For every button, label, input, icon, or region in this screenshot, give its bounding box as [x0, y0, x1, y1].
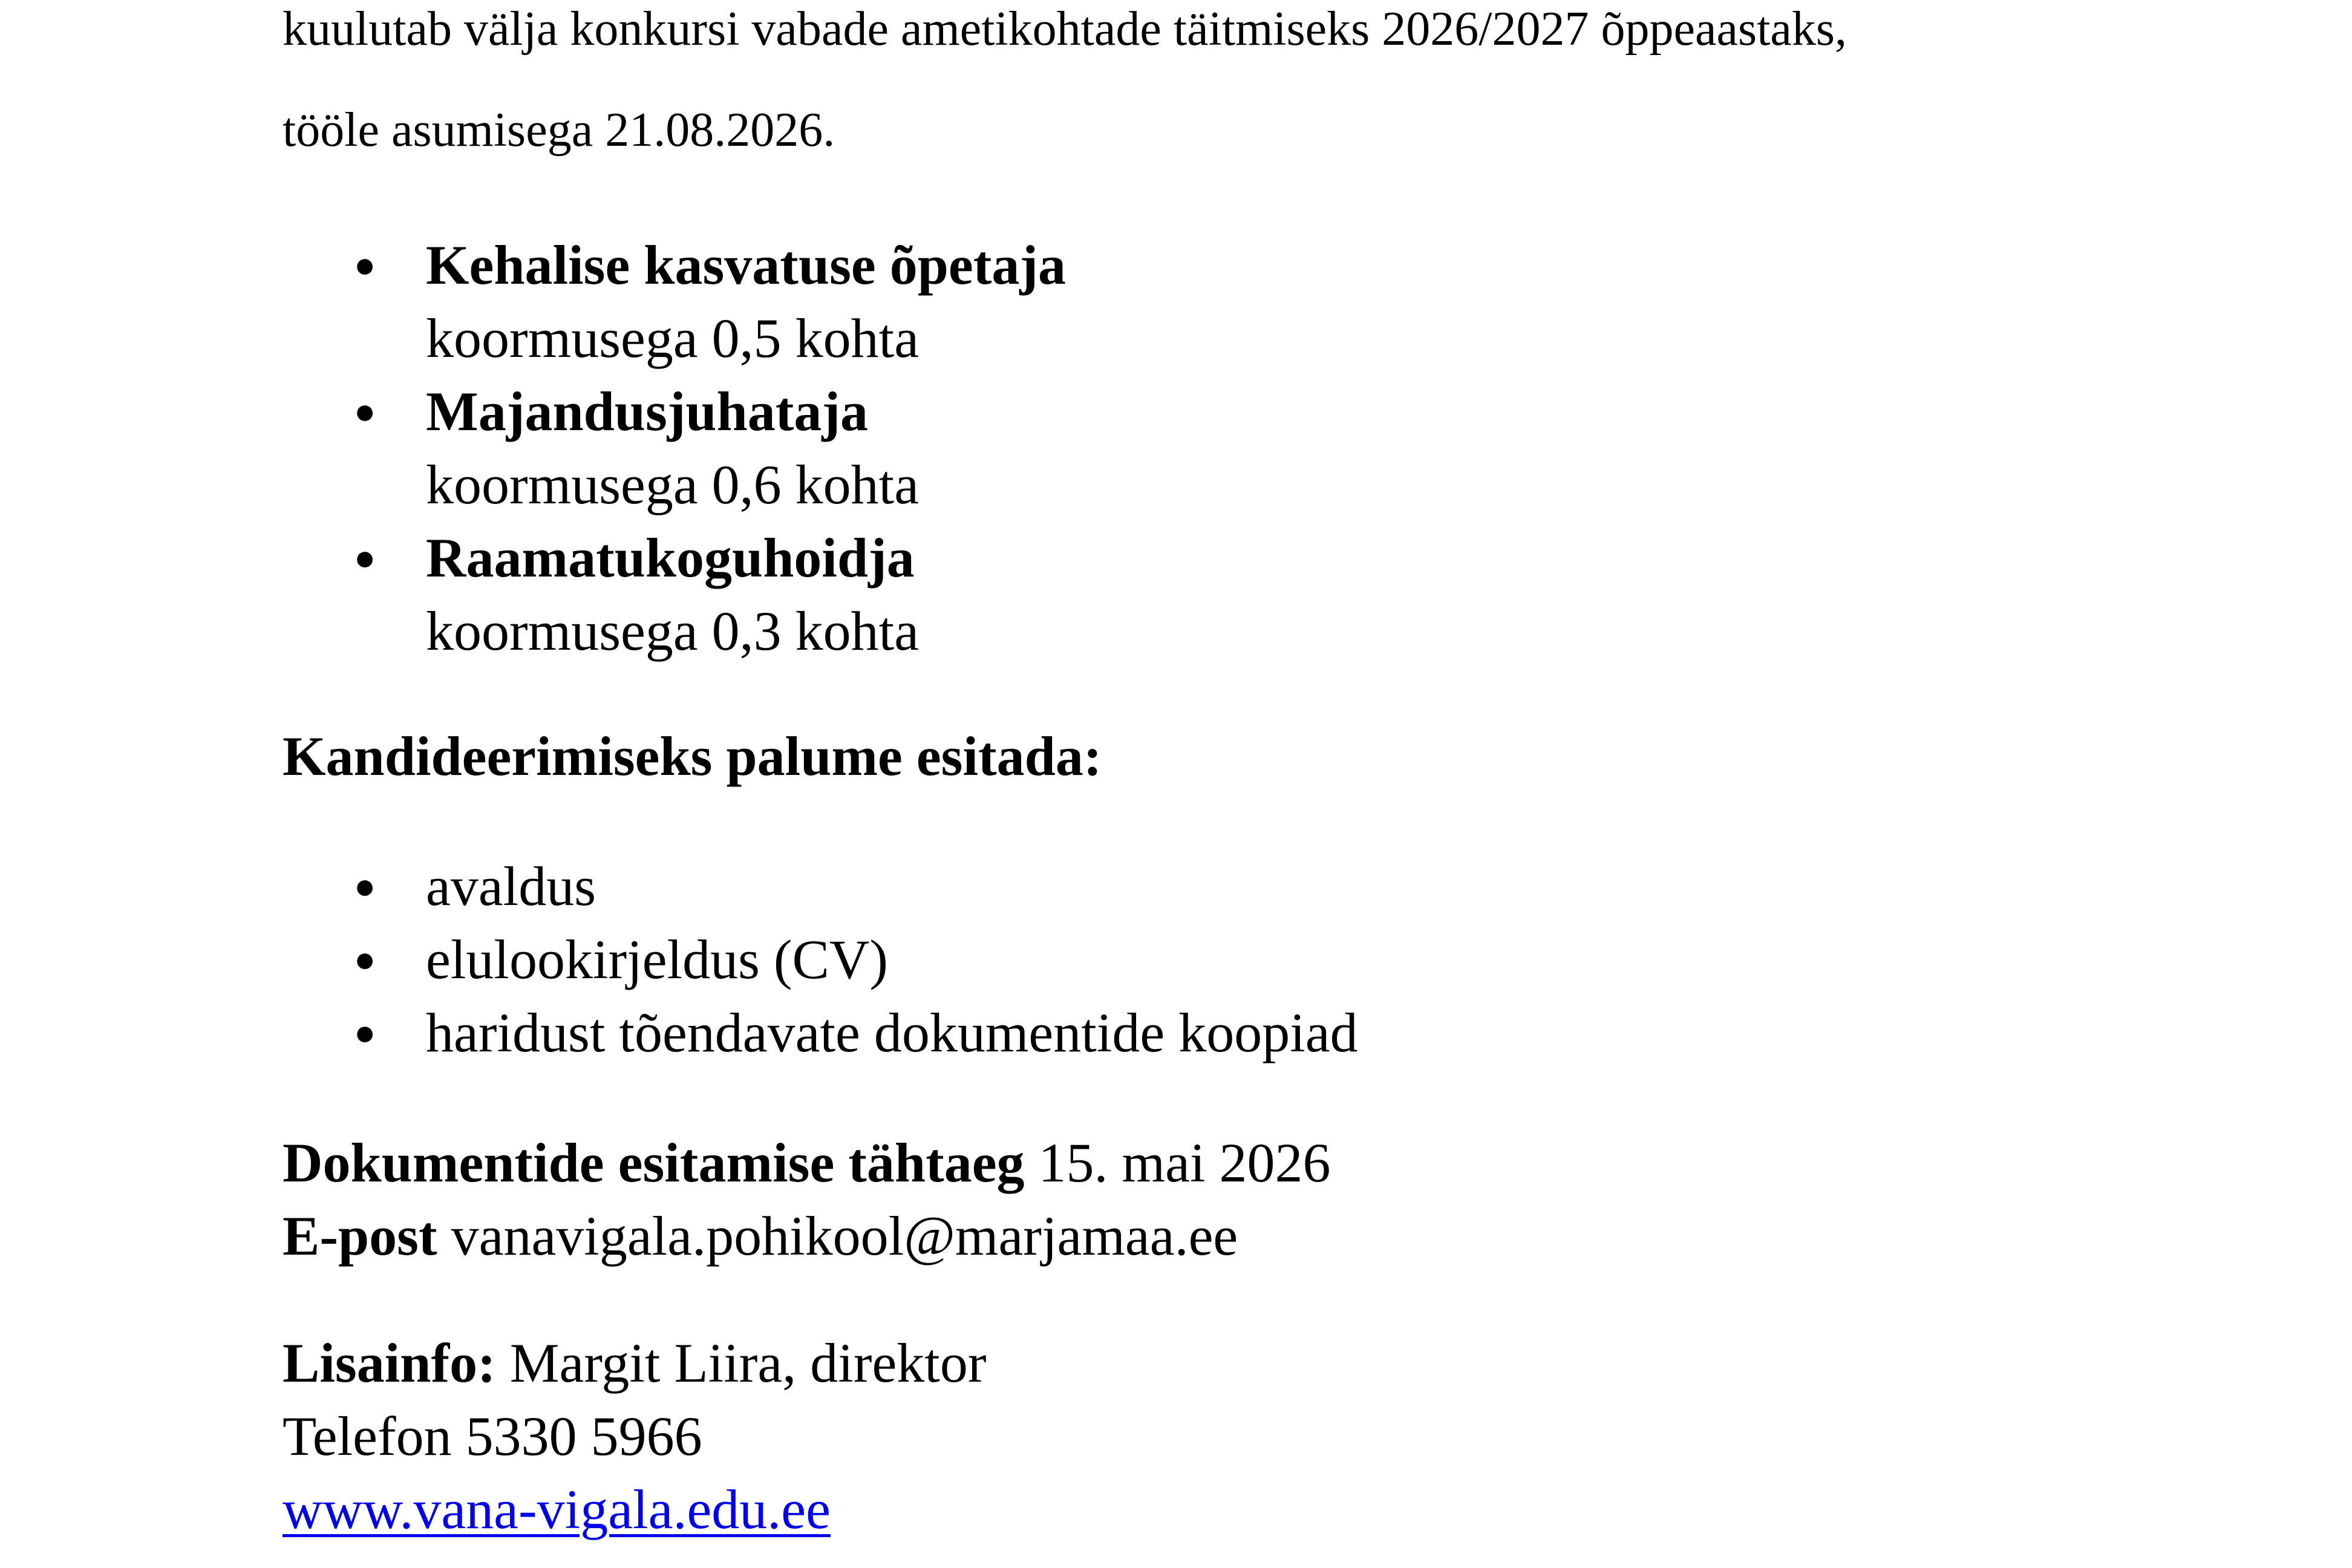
- deadline-value: 15. mai 2026: [1038, 1132, 1331, 1194]
- position-title: Majandusjuhataja: [426, 381, 869, 442]
- position-title: Kehalise kasvatuse õpetaja: [426, 234, 1066, 296]
- contact-block: [283, 1327, 986, 1546]
- website-link[interactable]: www.vana-vigala.edu.ee: [283, 1478, 831, 1540]
- email-row: [283, 1200, 1331, 1273]
- document-label: elulookirjeldus (CV): [426, 929, 888, 990]
- document-item: [283, 923, 1358, 996]
- positions-list: [283, 229, 1066, 668]
- bullet-icon: ●: [354, 391, 376, 431]
- position-item: [283, 375, 1066, 521]
- position-load: koormusega 0,5 kohta: [426, 307, 920, 369]
- document-item: [283, 850, 1358, 923]
- documents-list: [283, 850, 1358, 1070]
- deadline-label: Dokumentide esitamise tähtaeg: [283, 1132, 1025, 1194]
- contact-label: Lisainfo:: [283, 1332, 496, 1394]
- bullet-icon: ●: [354, 939, 376, 979]
- document-label: haridust tõendavate dokumentide koopiad: [426, 1002, 1358, 1063]
- document-label: avaldus: [426, 855, 596, 917]
- position-item: [283, 229, 1066, 375]
- contact-value: Margit Liira, direktor: [509, 1332, 987, 1394]
- position-load: koormusega 0,3 kohta: [426, 600, 920, 662]
- documents-heading: Kandideerimiseks palume esitada:: [283, 725, 1102, 787]
- intro-line-2: tööle asumisega 21.08.2026.: [283, 103, 835, 157]
- intro-line-1: kuulutab välja konkursi vabade ametikohtade täitmiseks 2026/2027 õppeaastaks,: [283, 2, 1847, 56]
- bullet-icon: ●: [354, 866, 376, 906]
- website-row: [283, 1473, 986, 1546]
- position-title: Raamatukoguhoidja: [426, 527, 915, 589]
- bullet-icon: ●: [354, 245, 376, 285]
- position-load: koormusega 0,6 kohta: [426, 454, 920, 515]
- bullet-icon: ●: [354, 538, 376, 578]
- phone-row: Telefon 5330 5966: [283, 1405, 702, 1467]
- email-label: E-post: [283, 1205, 437, 1267]
- document-item: [283, 996, 1358, 1070]
- deadline-row: [283, 1126, 1331, 1200]
- bullet-icon: ●: [354, 1013, 376, 1053]
- position-item: [283, 521, 1066, 668]
- contact-row: [283, 1327, 986, 1400]
- deadline-block: [283, 1126, 1331, 1273]
- email-value: vanavigala.pohikool@marjamaa.ee: [451, 1205, 1238, 1267]
